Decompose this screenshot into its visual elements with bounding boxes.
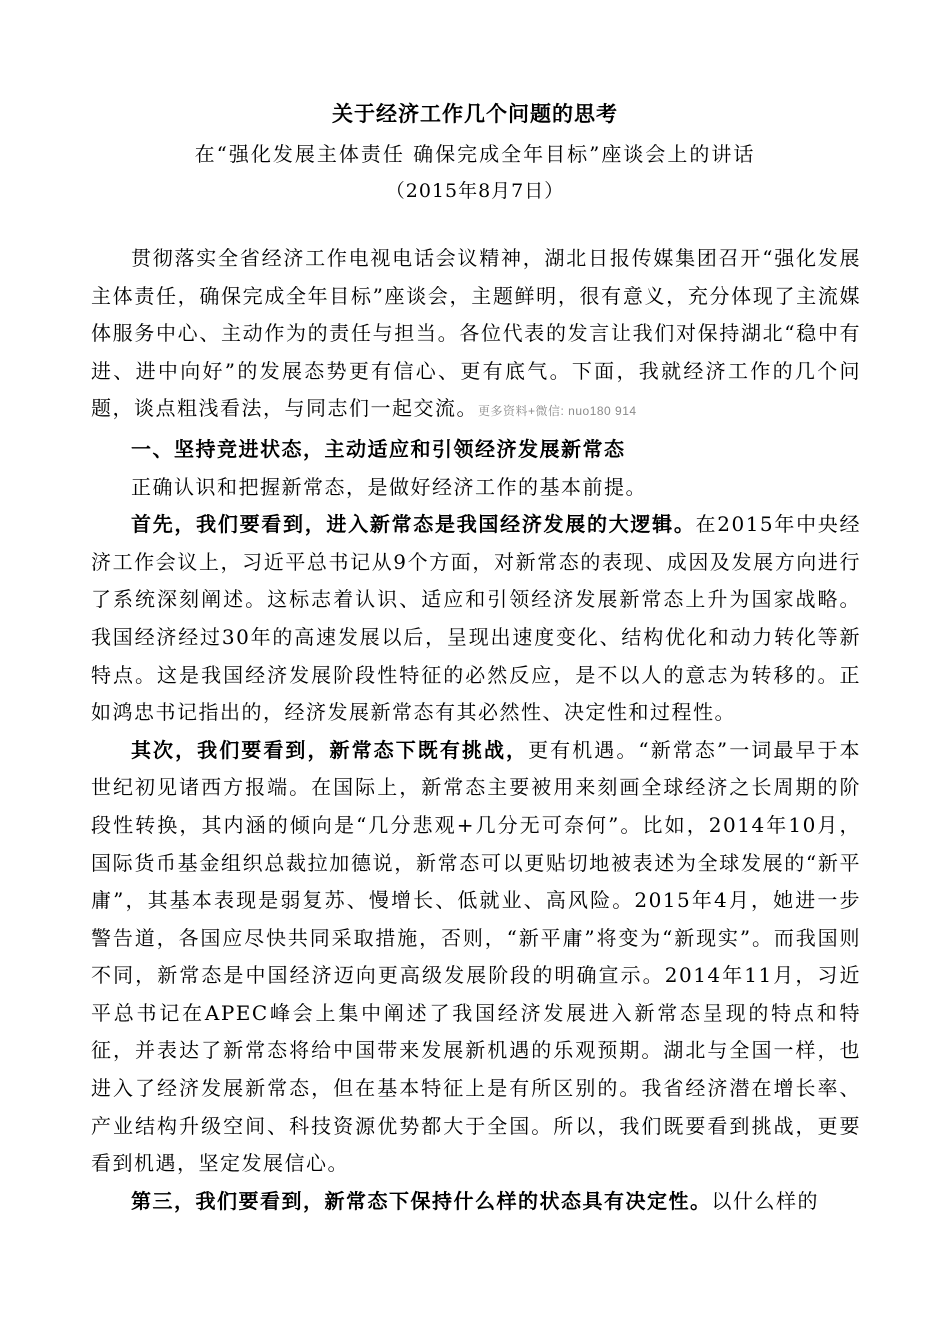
section-1-heading: 一、坚持竞进状态，主动适应和引领经济发展新常态 <box>131 436 626 461</box>
paragraph-1-lead: 首先，我们要看到，进入新常态是我国经济发展的大逻辑。 <box>131 512 696 537</box>
document-subtitle: 在“强化发展主体责任 确保完成全年目标”座谈会上的讲话 <box>194 142 756 166</box>
intro-text: 贯彻落实全省经济工作电视电话会议精神，湖北日报传媒集团召开“强化发展主体责任，确保完成全年目标”座谈会，主题鲜明，很有意义，充分体现了主流媒体服务中心、主动作为的责任与担当。各位代表的发言让我们对保持湖北“稳中有进、进中向好”的发展态势更有信心、更有底气。下面，我就经济工作的几个问题，谈点粗浅看法，与同志们一起交流。 <box>91 246 861 421</box>
paragraph-2-lead: 其次，我们要看到，新常态下既有挑战， <box>131 737 529 762</box>
paragraph-1 <box>91 506 861 732</box>
paragraph-3-text: 以什么样的 <box>711 1188 819 1213</box>
document-date: （2015年8月7日） <box>385 180 565 202</box>
watermark-note: 更多资料+微信: nuo180 914 <box>478 404 637 419</box>
document-title: 关于经济工作几个问题的思考 <box>332 101 618 126</box>
section-1-intro: 正确认识和把握新常态，是做好经济工作的基本前提。 <box>131 474 647 499</box>
paragraph-3 <box>91 1183 861 1221</box>
paragraph-3-lead: 第三，我们要看到，新常态下保持什么样的状态具有决定性。 <box>131 1188 712 1213</box>
paragraph-2 <box>91 732 861 1183</box>
paragraph-1-text: 在2015年中央经济工作会议上，习近平总书记从9个方面，对新常态的表现、成因及发展方向进行了系统深刻阐述。这标志着认识、适应和引领经济发展新常态上升为国家战略。我国经济经过30年的高速发展以后，呈现出速度变化、结构优化和动力转化等新特点。这是我国经济发展阶段性特征的必然反应，是不以人的意志为转移的。正如鸿忠书记指出的，经济发展新常态有其必然性、决定性和过程性。 <box>91 512 861 725</box>
intro-paragraph <box>91 240 861 431</box>
document-body <box>91 240 861 1220</box>
paragraph-2-text: 更有机遇。“新常态”一词最早于本世纪初见诸西方报端。在国际上，新常态主要被用来刻画全球经济之长周期的阶段性转换，其内涵的倾向是“几分悲观+几分无可奈何”。比如，2014年10月，国际货币基金组织总裁拉加德说，新常态可以更贴切地被表述为全球发展的“新平庸”，其基本表现是弱复苏、慢增长、低就业、高风险。2015年4月，她进一步警告道，各国应尽快共同采取措施，否则，“新平庸”将变为“新现实”。而我国则不同，新常态是中国经济迈向更高级发展阶段的明确宣示。2014年11月，习近平总书记在APEC峰会上集中阐述了我国经济发展进入新常态呈现的特点和特征，并表达了新常态将给中国带来发展新机遇的乐观预期。湖北与全国一样，也进入了经济发展新常态，但在基本特征上是有所区别的。我省经济潜在增长率、产业结构升级空间、科技资源优势都大于全国。所以，我们既要看到挑战，更要看到机遇，坚定发展信心。 <box>91 737 862 1176</box>
